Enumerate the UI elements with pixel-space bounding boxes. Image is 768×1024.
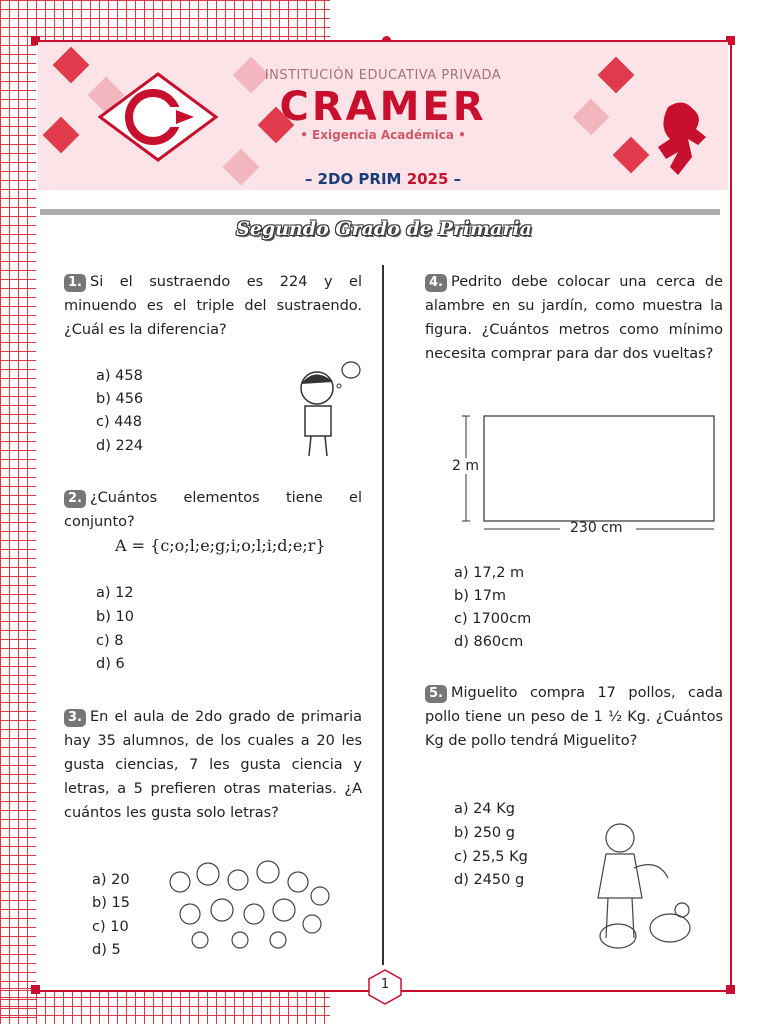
option: c) 10: [92, 919, 129, 935]
grid-paper-left: [0, 0, 36, 1024]
students-group-illustration: [160, 852, 340, 952]
column-divider: [382, 265, 384, 965]
option: b) 456: [96, 391, 144, 407]
set-expression: A = {c;o;l;e;g;i;o;l;i;d;e;r}: [115, 536, 326, 555]
option: a) 458: [96, 368, 143, 384]
decor-diamond: [613, 137, 650, 174]
option: d) 6: [96, 656, 125, 672]
option: c) 448: [96, 414, 142, 430]
option: a) 12: [96, 585, 134, 601]
page-title: Segundo Grado de Primaria: [236, 218, 532, 240]
option: d) 224: [96, 438, 144, 454]
option: a) 20: [92, 872, 130, 888]
option: b) 15: [92, 895, 130, 911]
question-3: [64, 705, 362, 825]
question-number: 5.: [425, 685, 447, 703]
option: c) 8: [96, 633, 124, 649]
question-text: ¿Cuántos elementos tiene el conjunto?: [64, 490, 362, 530]
thinking-boy-illustration: [285, 358, 365, 458]
header-banner: [38, 42, 728, 190]
option: c) 25,5 Kg: [454, 849, 528, 865]
question-text: Pedrito debe colocar una cerca de alambre en su jardín, como muestra la figura. ¿Cuántos metros como mínimo necesita comprar para dar dos vueltas?: [425, 274, 723, 362]
question-1: [64, 270, 362, 342]
frame-corner: [31, 985, 40, 994]
grade-label: [38, 170, 728, 188]
page-number: 1: [380, 977, 390, 992]
grade-dash: –: [448, 170, 462, 188]
width-label: 230 cm: [570, 520, 623, 536]
grid-paper-top: [0, 0, 330, 40]
option: a) 24 Kg: [454, 801, 515, 817]
school-motto: • Exigencia Académica •: [300, 128, 466, 142]
question-number: 3.: [64, 709, 86, 727]
question-5: [425, 681, 723, 753]
question-4: [425, 270, 723, 366]
option: c) 1700cm: [454, 611, 532, 627]
grade-text: – 2DO PRIM: [304, 170, 407, 188]
frame-corner: [726, 985, 735, 994]
grade-year: 2025: [406, 170, 449, 188]
question-2: [64, 486, 362, 534]
heading-rule: [40, 209, 720, 215]
question-text: Si el sustraendo es 224 y el minuendo es el triple del sustraendo. ¿Cuál es la diferencia?: [64, 274, 362, 338]
boy-with-chickens-illustration: [578, 818, 698, 958]
height-label: 2 m: [452, 458, 479, 474]
school-name: CRAMER: [279, 84, 487, 130]
institution-label: INSTITUCIÓN EDUCATIVA PRIVADA: [264, 68, 502, 83]
grid-paper-bottom: [0, 988, 330, 1024]
option: d) 5: [92, 942, 121, 958]
question-text: En el aula de 2do grado de primaria hay 35 alumnos, de los cuales a 20 les gusta ciencias, 7 les gusta ciencia y letras, a 5 prefieren otras materias. ¿A cuántos les gusta solo letras?: [64, 709, 362, 821]
question-number: 4.: [425, 274, 447, 292]
question-text: Miguelito compra 17 pollos, cada pollo tiene un peso de 1 ½ Kg. ¿Cuántos Kg de pollo tendrá Miguelito?: [425, 685, 723, 749]
option: d) 2450 g: [454, 872, 525, 888]
question-number: 2.: [64, 490, 86, 508]
option: b) 250 g: [454, 825, 515, 841]
option: b) 17m: [454, 588, 507, 604]
option: d) 860cm: [454, 634, 524, 650]
option: b) 10: [96, 609, 134, 625]
question-number: 1.: [64, 274, 86, 292]
option: a) 17,2 m: [454, 565, 525, 581]
